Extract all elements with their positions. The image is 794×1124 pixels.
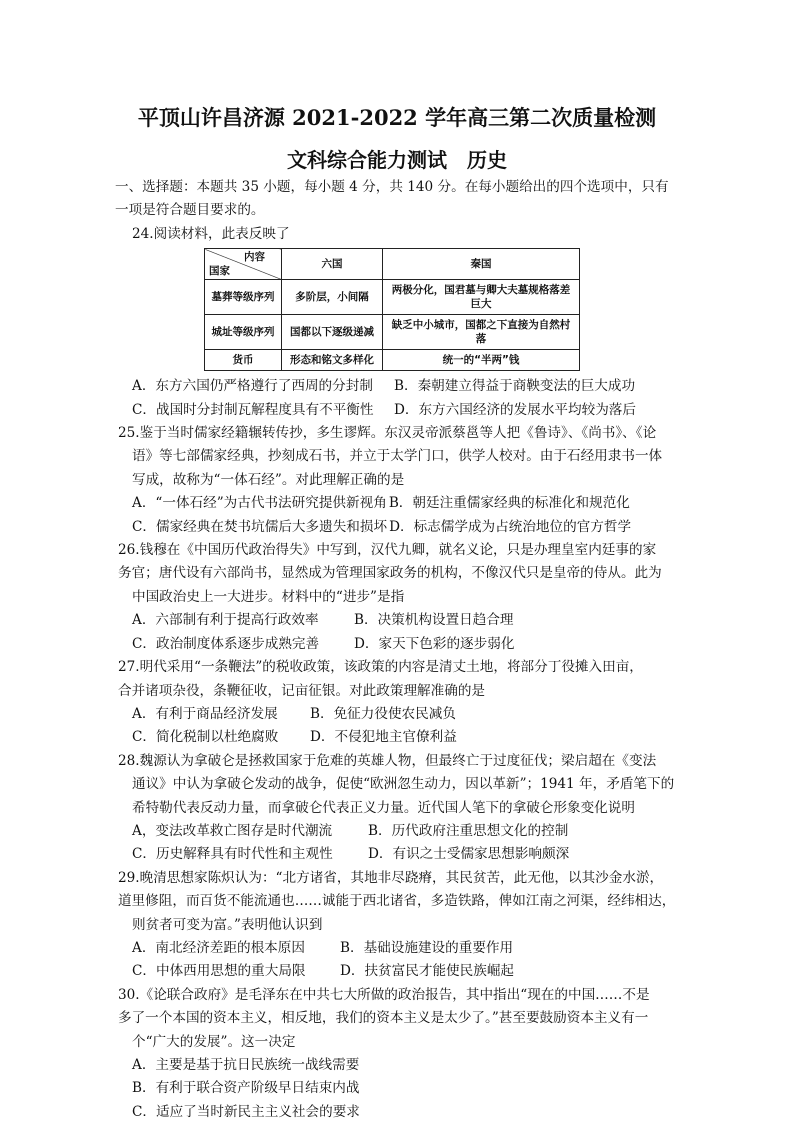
question-25-line: 写成，故称为“一体石经”。对此理解正确的是 (132, 471, 405, 488)
q29-option-b: B．基础设施建设的重要作用 (340, 939, 514, 956)
question-26-line: 26.钱穆在《中国历代政治得失》中写到，汉代九卿，就名义论，只是办理皇室内廷事的家 (118, 542, 657, 559)
q24-option-b: B．秦朝建立得益于商鞅变法的巨大成功 (394, 378, 636, 395)
table-header-col1: 六国 (282, 249, 383, 280)
q26-option-d: D．家天下色彩的逐步弱化 (354, 635, 515, 652)
q28-option-a: A，变法改革救亡图存是时代潮流 (132, 822, 333, 839)
q27-options-row (118, 726, 678, 749)
q26-option-b: B．决策机构设置日趋合理 (354, 612, 514, 629)
corner-top-label: 内容 (244, 251, 265, 264)
q26-options-row (118, 633, 678, 656)
question-25-line: 语》等七部儒家经典，抄刻成石书，并立于太学门口，供学人校对。由于石经用隶书一体 (132, 448, 663, 465)
q26-option-c: C．政治制度体系逐步成熟完善 (132, 635, 320, 652)
q24-option-d: D．东方六国经济的发展水平均较为落后 (394, 401, 636, 418)
exam-subtitle: 文科综合能力测试 历史 (287, 148, 507, 172)
q24-option-a: A．东方六国仍严格遵行了西周的分封制 (132, 378, 373, 395)
q27-option-a: A．有利于商品经济发展 (132, 705, 278, 722)
q30-option-a: A．主要是基于抗日民族统一战线需要 (132, 1057, 360, 1073)
table-cell: 统一的“半两”钱 (383, 350, 580, 371)
question-29-line: 29.晚清思想家陈炽认为：“北方诸省，其地非尽跷瘠，其民贫苦，此无他，以其沙金水淤， (118, 869, 664, 886)
q26-options-row (118, 609, 678, 632)
q28-options-row (118, 843, 678, 866)
q27-option-c: C．简化税制以杜绝腐败 (132, 729, 279, 746)
q27-option-b: B．免征力役使农民减负 (310, 705, 456, 722)
q29-option-c: C．中体西用思想的重大局限 (132, 963, 306, 980)
question-30-line: 个“广大的发展”。这一决定 (132, 1033, 296, 1050)
q29-options-row (118, 960, 678, 983)
q24-option-c: C．战国时分封制瓦解程度具有不平衡性 (132, 401, 374, 418)
q25-option-d: D．标志儒学成为占统治地位的官方哲学 (389, 518, 632, 535)
table-row-label: 货币 (205, 350, 282, 371)
section-intro-line: 一项是符合题目要求的。 (115, 202, 265, 219)
q25-option-a: A．“一体石经”为古代书法研究提供新视角 (132, 495, 387, 512)
question-27-line: 合并诸项杂役，条鞭征收，记亩征银。对此政策理解准确的是 (118, 682, 486, 699)
table-row-label: 城址等级序列 (205, 315, 282, 350)
question-30-line: 30.《论联合政府》是毛泽东在中共七大所做的政治报告，其中指出“现在的中国……不是 (118, 986, 650, 1003)
exam-content (115, 176, 678, 1124)
question-29-line: 则贫者可变为富。”表明他认识到 (132, 916, 323, 933)
q29-option-d: D．扶贫富民才能使民族崛起 (340, 963, 515, 980)
question-26-line: 务官；唐代设有六部尚书，显然成为管理国家政务的机构，不像汉代只是皇帝的侍从。此为 (118, 565, 662, 582)
question-28-line: 28.魏源认为拿破仑是拯救国家于危难的英雄人物，但最终亡于过度征伐；梁启超在《变法 (118, 752, 657, 769)
q29-option-a: A．南北经济差距的根本原因 (132, 939, 305, 956)
table-cell: 多阶层，小间隔 (282, 280, 383, 315)
table-row-label: 墓葬等级序列 (205, 280, 282, 315)
question-24-stem: 24.阅读材料，此表反映了 (132, 225, 290, 242)
section-intro-line: 一、选择题：本题共 35 小题，每小题 4 分，共 140 分。在每小题给出的四个选项中，只有 (115, 179, 669, 195)
q28-option-c: C．历史解释具有时代性和主观性 (132, 846, 333, 863)
q24-options-row (118, 375, 678, 398)
table-header-col2: 秦国 (383, 249, 580, 280)
q24-table (204, 248, 580, 371)
q25-options-row (118, 516, 678, 539)
exam-title: 平顶山许昌济源 2021-2022 学年高三第二次质量检测 (137, 105, 657, 130)
q24-options-row (118, 399, 678, 422)
question-28-line: 希特勒代表反动力量，而拿破仑代表正义力量。近代国人笔下的拿破仑形象变化说明 (132, 799, 635, 816)
table-cell: 国都以下逐级递减 (282, 315, 383, 350)
question-29-line: 道里修阻，而百货不能流通也……诚能于西北诸省，多造铁路，俾如江南之河渠，经纬相达， (118, 893, 676, 910)
table-corner-cell (205, 249, 282, 280)
corner-bottom-label: 国家 (209, 265, 230, 278)
q25-option-b: B．朝廷注重儒家经典的标准化和规范化 (388, 495, 630, 512)
q30-option-c: C．适应了当时新民主主义社会的要求 (132, 1103, 360, 1120)
q27-options-row (118, 703, 678, 726)
q28-option-d: D．有识之士受儒家思想影响颇深 (368, 846, 570, 863)
q28-options-row (118, 820, 678, 843)
question-25-line: 25.鉴于当时儒家经籍辗转传抄，多生谬辉。东汉灵帝派蔡邕等人把《鲁诗》、《尚书》、《论 (118, 425, 657, 442)
q25-options-row (118, 492, 678, 515)
question-30-line: 多了一个本国的资本主义，相反地，我们的资本主义是太少了。”甚至要鼓励资本主义有一 (118, 1010, 649, 1027)
q29-options-row (118, 937, 678, 960)
q25-option-c: C．儒家经典在焚书坑儒后大多遗失和损坏 (132, 518, 388, 535)
table-cell: 形态和铭文多样化 (282, 350, 383, 371)
q30-option-b: B．有利于联合资产阶级早日结束内战 (132, 1080, 360, 1097)
question-27-line: 27.明代采用“一条鞭法”的税收政策，该政策的内容是清丈土地，将部分丁役摊入田亩， (118, 659, 643, 676)
q26-option-a: A．六部制有利于提高行政效率 (132, 612, 319, 629)
question-26-line: 中国政治史上一大进步。材料中的“进步”是指 (132, 588, 405, 605)
question-28-line: 通议》中认为拿破仑发动的战争，促使“欧洲忽生动力，因以革新”；1941 年，矛盾笔下的 (132, 776, 675, 793)
table-cell: 缺乏中小城市，国都之下直接为自然村落 (383, 315, 580, 350)
table-cell: 两极分化，国君墓与卿大夫墓规格落差巨大 (383, 280, 580, 315)
q27-option-d: D．不侵犯地主官僚利益 (310, 729, 457, 746)
q28-option-b: B．历代政府注重思想文化的控制 (368, 822, 569, 839)
